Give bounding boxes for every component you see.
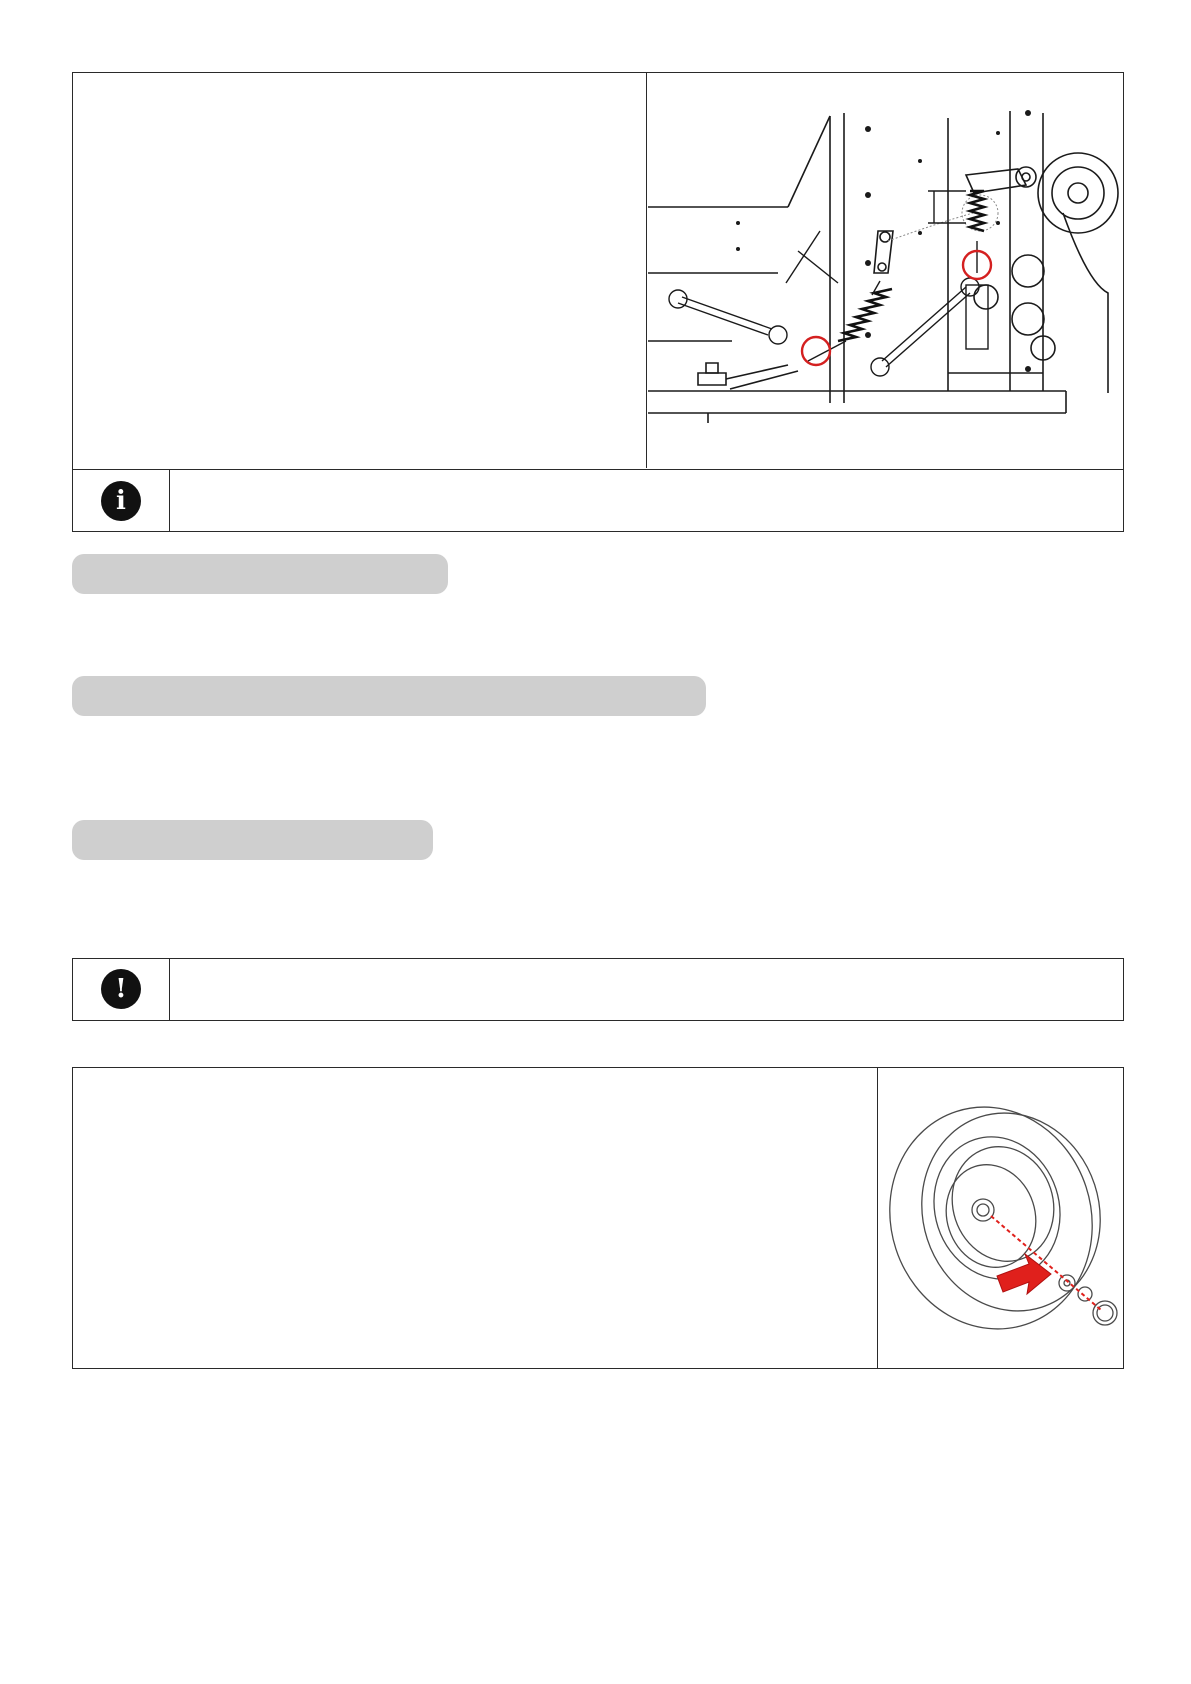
instruction-text-cell: [73, 73, 646, 469]
row-divider: [73, 469, 1123, 470]
wheel-removal-diagram: [879, 1068, 1123, 1368]
instruction-box-wheel: [72, 1067, 1124, 1369]
exclamation-icon: !: [101, 969, 141, 1009]
section-heading-1: [72, 554, 448, 594]
info-icon: i: [101, 481, 141, 521]
section-heading-3: [72, 820, 433, 860]
wheel-diagram-cell: [879, 1068, 1123, 1368]
cell-divider: [646, 73, 647, 468]
instruction-box-spring: [72, 72, 1124, 532]
cell-divider: [877, 1068, 878, 1368]
section-heading-2: [72, 676, 706, 716]
spring-diagram-cell: [648, 73, 1123, 469]
note-icon-divider: [169, 469, 170, 531]
instruction-text-cell: [73, 1068, 877, 1368]
spring-tension-diagram: [648, 73, 1123, 469]
warning-note-box: [72, 958, 1124, 1021]
note-icon-divider: [169, 959, 170, 1020]
